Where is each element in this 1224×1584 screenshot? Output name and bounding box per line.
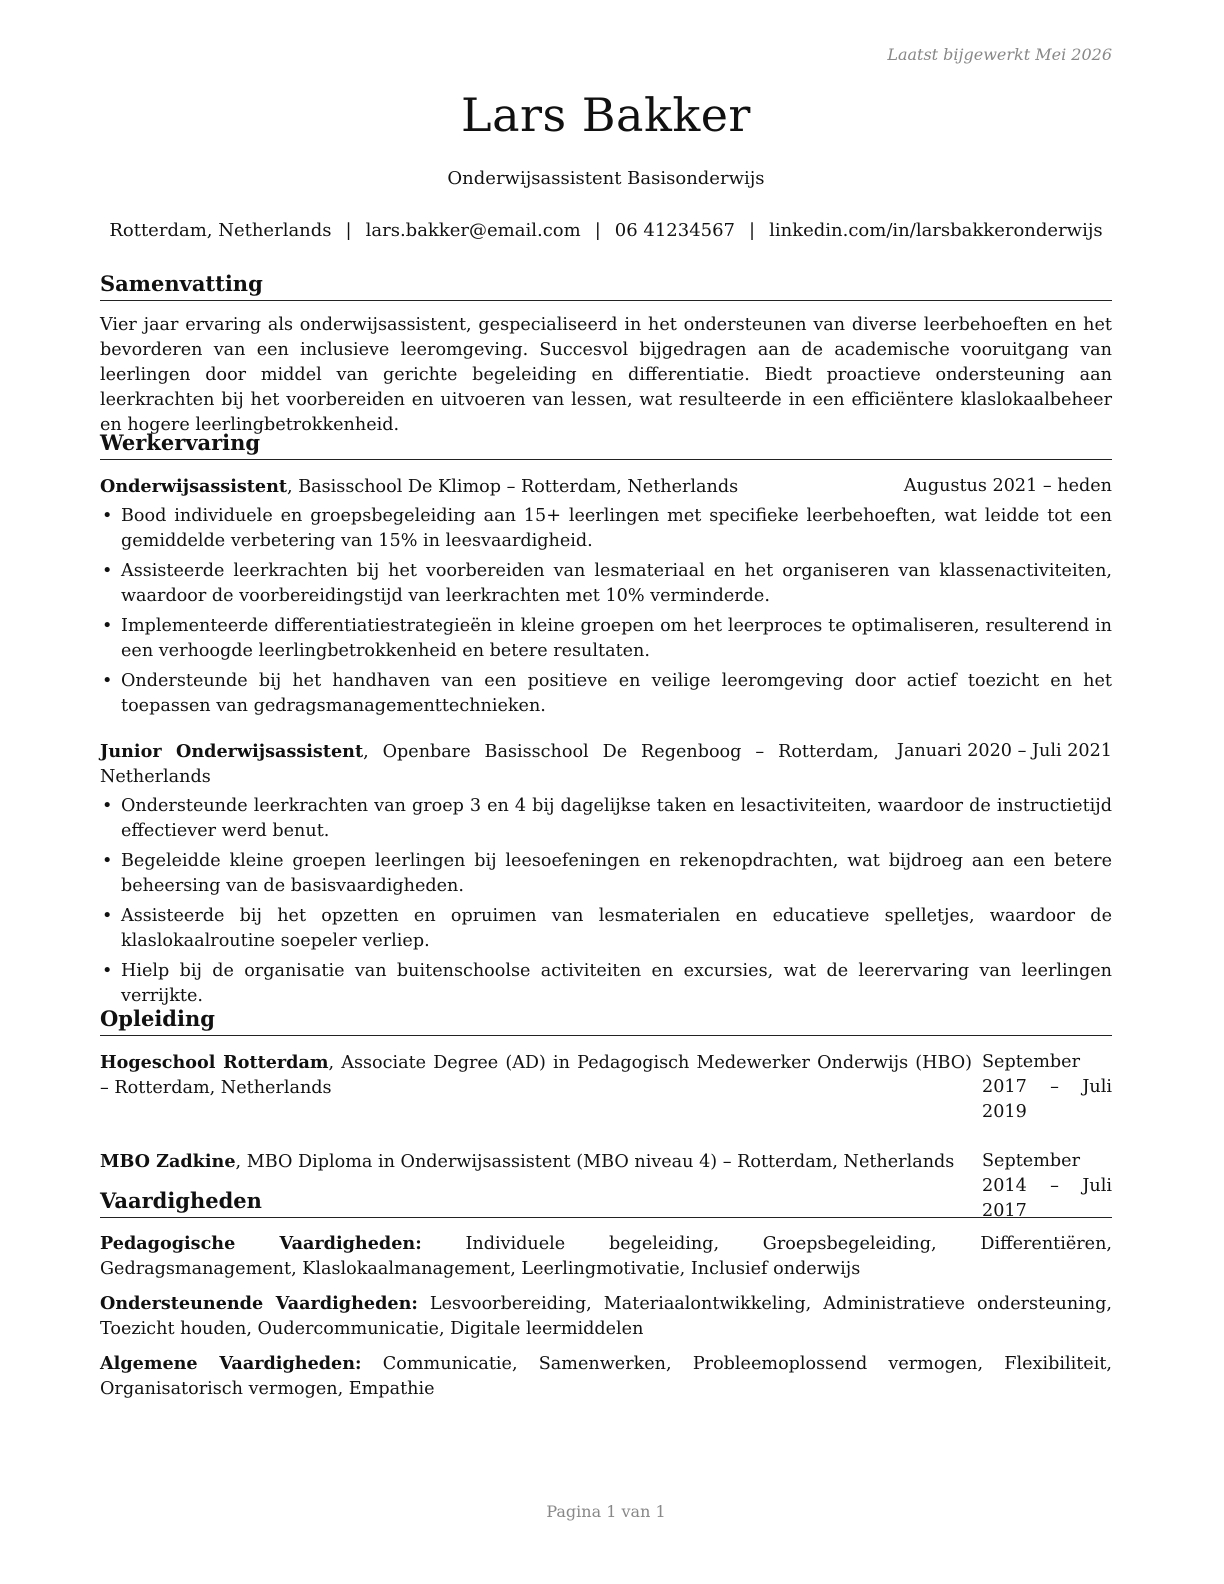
job-dates: Augustus 2021 – heden [903, 476, 1112, 496]
job-bullet: • Begeleidde kleine groepen leerlingen bij leesoefeningen en rekenopdrachten, wat bijdroeg aan een betere beheersing van de basisvaardigheden. [100, 849, 1112, 899]
skills-section [100, 1187, 1112, 1402]
education-degree: , Associate Degree (AD) in Pedagogisch Medewerker Onderwijs (HBO) – Rotterdam, Netherlands [100, 1053, 973, 1098]
skill-group-label: Ondersteunende Vaardigheden: [100, 1293, 418, 1314]
contact-separator: | [749, 220, 756, 241]
skill-group [100, 1351, 1112, 1402]
job-entry [100, 739, 1112, 1009]
summary-text: Vier jaar ervaring als onderwijsassistent, gespecialiseerd in het ondersteunen van diverse leerbehoeften en het bevorderen van een inclusieve leeromgeving. Succesvol bijgedragen aan de academische vooruitgang van leerlingen door middel van gerichte begeleiding en differentiatie. Biedt proactieve ondersteuning aan leerkrachten bij het voorbereiden en uitvoeren van lessen, wat resulteerde in een efficiëntere klaslokaalbeheer en hogere leerlingbetrokkenheid. [100, 315, 1112, 435]
job-heading [100, 739, 879, 790]
candidate-title: Onderwijsassistent Basisonderwijs [447, 168, 765, 189]
education-entry [100, 1050, 1112, 1125]
contact-email[interactable]: lars.bakker@email.com [365, 220, 581, 241]
job-role: Onderwijsassistent [100, 476, 288, 497]
job-header [100, 739, 1112, 790]
candidate-name: Lars Bakker [461, 88, 751, 142]
job-bullet: • Assisteerde leerkrachten bij het voorbereiden van lesmateriaal en het organiseren van klassenactiviteiten, waardoor de voorbereidingstijd van leerkrachten met 10% verminderde. [100, 559, 1112, 609]
page-number: Pagina 1 van 1 [546, 1502, 666, 1521]
contact-line [100, 220, 1112, 241]
skill-group-items: Communicatie, Samenwerken, Probleemoplossend vermogen, Flexibiliteit, Organisatorisch vermogen, Empathie [100, 1354, 1112, 1399]
job-bullets [100, 504, 1112, 719]
job-heading [100, 474, 886, 500]
section-title-skills: Vaardigheden [100, 1187, 1112, 1218]
resume-page [100, 0, 1112, 1584]
job-header [100, 474, 1112, 500]
summary-section [100, 270, 1112, 438]
education-heading [100, 1050, 972, 1125]
job-bullet: • Ondersteunde leerkrachten van groep 3 en 4 bij dagelijkse taken en lesactiviteiten, waardoor de instructietijd effectiever werd benut. [100, 794, 1112, 844]
contact-separator: | [594, 220, 601, 241]
education-school: Hogeschool Rotterdam [100, 1052, 329, 1073]
experience-section [100, 429, 1112, 1014]
job-bullet: • Hielp bij de organisatie van buitenschoolse activiteiten en excursies, wat de leerervaring van leerlingen verrijkte. [100, 959, 1112, 1009]
section-title-summary: Samenvatting [100, 270, 1112, 301]
skill-group-items: Lesvoorbereiding, Materiaalontwikkeling, Administratieve ondersteuning, Toezicht houden, Oudercommunicatie, Digitale leermiddelen [100, 1294, 1113, 1339]
job-bullet: • Assisteerde bij het opzetten en opruimen van lesmaterialen en educatieve spelletjes, waardoor de klaslokaalroutine soepeler verliep. [100, 904, 1112, 954]
section-title-education: Opleiding [100, 1005, 1112, 1036]
contact-separator: | [345, 220, 352, 241]
contact-location: Rotterdam, Netherlands [109, 220, 332, 241]
skill-group-label: Algemene Vaardigheden: [100, 1353, 362, 1374]
job-entry [100, 474, 1112, 719]
job-bullet: • Implementeerde differentiatiestrategieën in kleine groepen om het leerproces te optimaliseren, resulterend in een verhoogde leerlingbetrokkenheid en betere resultaten. [100, 614, 1112, 664]
skill-group [100, 1231, 1112, 1282]
education-dates: September 2014 – Juli 2017 [982, 1151, 1112, 1221]
job-employer: , Basisschool De Klimop – Rotterdam, Netherlands [287, 477, 739, 497]
job-bullet: • Ondersteunde bij het handhaven van een positieve en veilige leeromgeving door actief toezicht en het toepassen van gedragsmanagementtechnieken. [100, 669, 1112, 719]
job-bullets [100, 794, 1112, 1009]
contact-phone: 06 41234567 [614, 220, 736, 241]
job-role: Junior Onderwijsassistent [100, 741, 364, 762]
education-dates: September 2017 – Juli 2019 [982, 1052, 1112, 1122]
skill-group-label: Pedagogische Vaardigheden: [100, 1233, 422, 1254]
skill-group-items: Individuele begeleiding, Groepsbegeleiding, Differentiëren, Gedragsmanagement, Klaslokaalmanagement, Leerlingmotivatie, Inclusief onderwijs [100, 1234, 1113, 1279]
section-title-experience: Werkervaring [100, 429, 1112, 460]
contact-linkedin[interactable]: linkedin.com/in/larsbakkeronderwijs [769, 220, 1103, 241]
education-school: MBO Zadkine [100, 1151, 236, 1172]
last-updated-note: Laatst bijgewerkt Mei 2026 [887, 45, 1112, 64]
job-employer: , Openbare Basisschool De Regenboog – Rotterdam, Netherlands [100, 742, 879, 787]
job-dates: Januari 2020 – Juli 2021 [896, 741, 1112, 761]
job-bullet: • Bood individuele en groepsbegeleiding aan 15+ leerlingen met specifieke leerbehoeften, wat leidde tot een gemiddelde verbetering van 15% in leesvaardigheid. [100, 504, 1112, 554]
education-degree: , MBO Diploma in Onderwijsassistent (MBO niveau 4) – Rotterdam, Netherlands [235, 1152, 955, 1172]
skill-group [100, 1291, 1112, 1342]
